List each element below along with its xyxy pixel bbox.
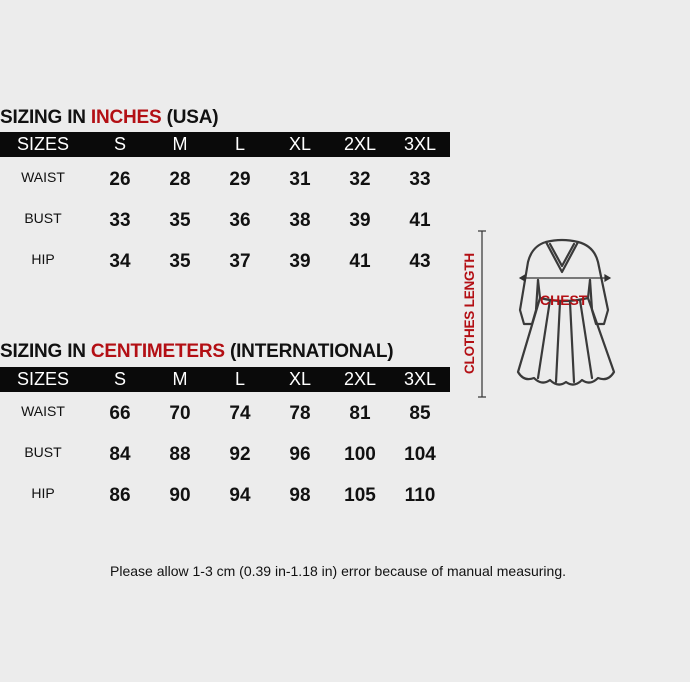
table-cell: 39	[349, 210, 371, 231]
clothes-length-label: CLOTHES LENGTH	[462, 253, 477, 375]
table-row	[0, 169, 450, 210]
table-cell: 36	[229, 210, 251, 231]
table-row	[0, 251, 450, 292]
table-cell: 100	[344, 444, 376, 465]
dress-icon	[510, 232, 620, 390]
table-cell: 41	[409, 210, 431, 231]
header-cell: L	[234, 369, 246, 389]
cm-title-suffix: (INTERNATIONAL)	[224, 341, 394, 362]
table-cell: 34	[109, 251, 131, 272]
header-cell: XL	[288, 134, 312, 154]
header-cell: 2XL	[343, 369, 377, 389]
table-cell: 39	[289, 251, 311, 272]
table-cell: 74	[229, 403, 251, 424]
table-cell: 110	[404, 485, 436, 506]
table-cell: 85	[409, 403, 431, 424]
table-cell: 104	[404, 444, 436, 465]
centimeters-title	[0, 341, 393, 363]
table-cell: 78	[289, 403, 311, 424]
clothes-length-indicator	[460, 228, 492, 400]
inches-header-row	[0, 132, 450, 157]
header-cell: 3XL	[403, 369, 437, 389]
inches-title-prefix: SIZING IN	[0, 107, 91, 128]
header-cell: SIZES	[16, 134, 70, 154]
table-cell: 84	[109, 444, 131, 465]
table-cell: 35	[169, 210, 191, 231]
table-row	[0, 485, 450, 526]
row-label: BUST	[24, 210, 62, 226]
header-cell: M	[172, 369, 188, 389]
table-row	[0, 210, 450, 251]
table-cell: 66	[109, 403, 131, 424]
table-cell: 28	[169, 169, 191, 190]
inches-title	[0, 107, 218, 129]
header-cell: S	[113, 134, 127, 154]
table-cell: 26	[109, 169, 131, 190]
cm-title-prefix: SIZING IN	[0, 341, 91, 362]
table-cell: 37	[229, 251, 251, 272]
cm-header-row	[0, 367, 450, 392]
header-cell: S	[113, 369, 127, 389]
table-cell: 31	[289, 169, 311, 190]
table-cell: 43	[409, 251, 431, 272]
table-cell: 96	[289, 444, 311, 465]
header-cell: XL	[288, 369, 312, 389]
table-cell: 33	[409, 169, 431, 190]
table-cell: 94	[229, 485, 251, 506]
inches-table	[0, 132, 450, 292]
row-label: WAIST	[21, 403, 65, 419]
inches-title-highlight: INCHES	[90, 107, 162, 128]
header-cell: 2XL	[343, 134, 377, 154]
table-row	[0, 403, 450, 444]
header-cell: SIZES	[16, 369, 70, 389]
row-label: HIP	[31, 251, 55, 267]
measurement-note: Please allow 1-3 cm (0.39 in-1.18 in) error because of manual measuring.	[110, 563, 567, 579]
table-cell: 90	[169, 485, 191, 506]
table-cell: 29	[229, 169, 251, 190]
table-cell: 70	[169, 403, 191, 424]
chest-label: CHEST	[540, 292, 588, 308]
cm-title-highlight: CENTIMETERS	[90, 341, 225, 362]
table-cell: 86	[109, 485, 131, 506]
header-cell: 3XL	[403, 134, 437, 154]
table-cell: 35	[169, 251, 191, 272]
header-cell: L	[234, 134, 246, 154]
header-cell: M	[172, 134, 188, 154]
table-cell: 92	[229, 444, 251, 465]
table-cell: 81	[349, 403, 371, 424]
table-cell: 105	[344, 485, 376, 506]
table-cell: 38	[289, 210, 311, 231]
row-label: WAIST	[21, 169, 65, 185]
table-cell: 41	[349, 251, 371, 272]
table-cell: 33	[109, 210, 131, 231]
row-label: HIP	[31, 485, 55, 501]
inches-title-suffix: (USA)	[161, 107, 219, 128]
table-cell: 88	[169, 444, 191, 465]
row-label: BUST	[24, 444, 62, 460]
table-row	[0, 444, 450, 485]
table-cell: 98	[289, 485, 311, 506]
centimeters-table	[0, 367, 450, 526]
table-cell: 32	[349, 169, 371, 190]
